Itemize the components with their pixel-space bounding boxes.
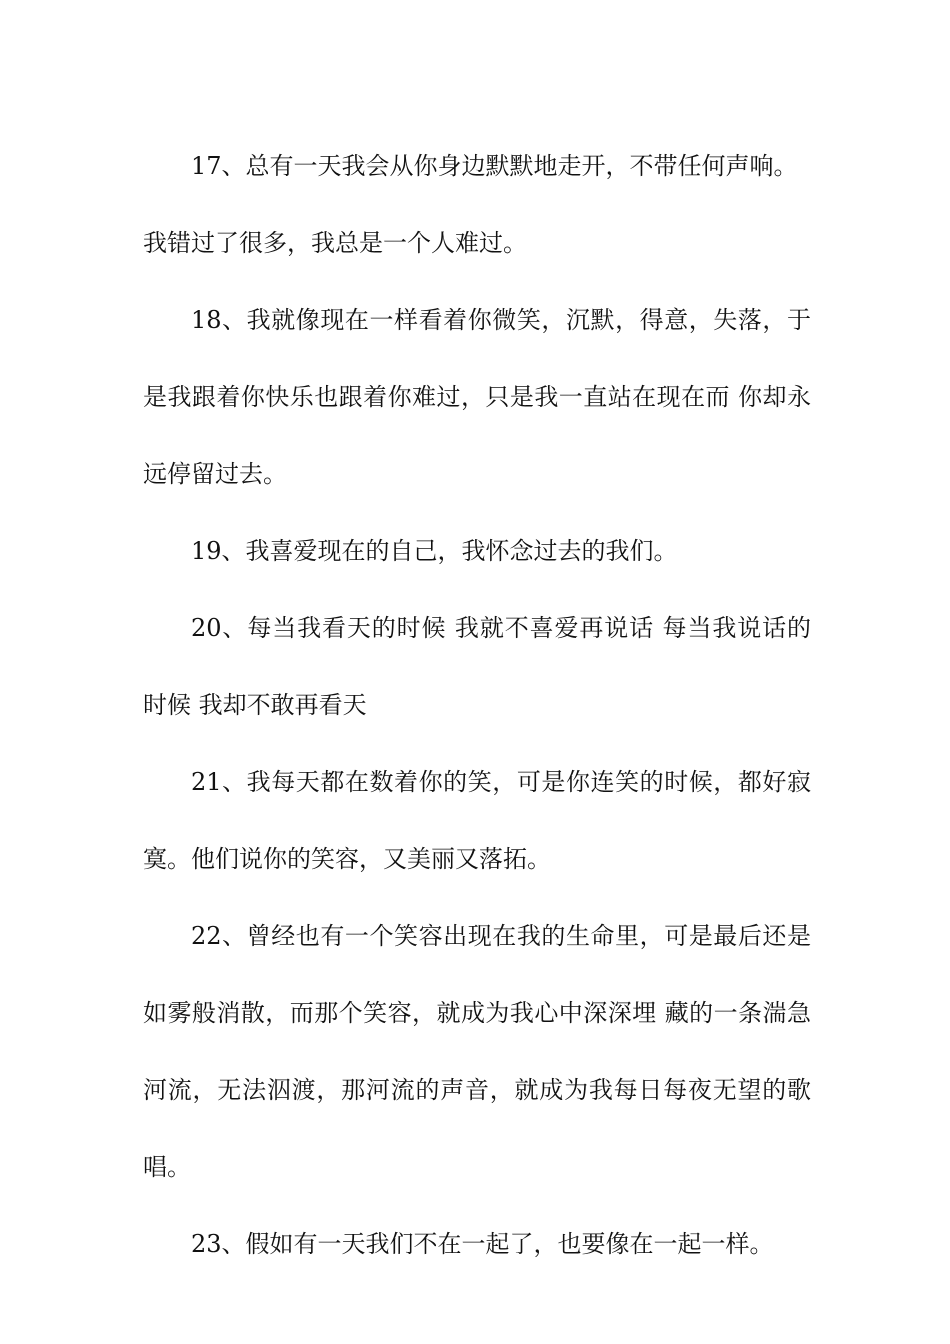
paragraph-20: 20、每当我看天的时候 我就不喜爱再说话 每当我说话的时候 我却不敢再看天	[143, 614, 811, 719]
paragraph-18: 18、我就像现在一样看着你微笑，沉默，得意，失落，于是我跟着你快乐也跟着你难过，只是我一直站在现在而 你却永远停留过去。	[143, 306, 811, 488]
paragraph-21: 21、我每天都在数着你的笑，可是你连笑的时候，都好寂寞。他们说你的笑容，又美丽又落拓。	[143, 768, 811, 873]
paragraph-19: 19、我喜爱现在的自己，我怀念过去的我们。	[191, 537, 678, 565]
paragraph-17-continuation: 我错过了很多，我总是一个人难过。	[143, 229, 527, 257]
paragraph-23: 23、假如有一天我们不在一起了，也要像在一起一样。	[191, 1230, 774, 1258]
paragraph-17: 17、总有一天我会从你身边默默地走开，不带任何声响。	[191, 152, 798, 180]
document-body	[143, 128, 811, 1283]
paragraph-22: 22、曾经也有一个笑容出现在我的生命里，可是最后还是如雾般消散，而那个笑容，就成为我心中深深埋 藏的一条湍急河流，无法泅渡，那河流的声音，就成为我每日每夜无望的歌唱。	[143, 922, 811, 1181]
